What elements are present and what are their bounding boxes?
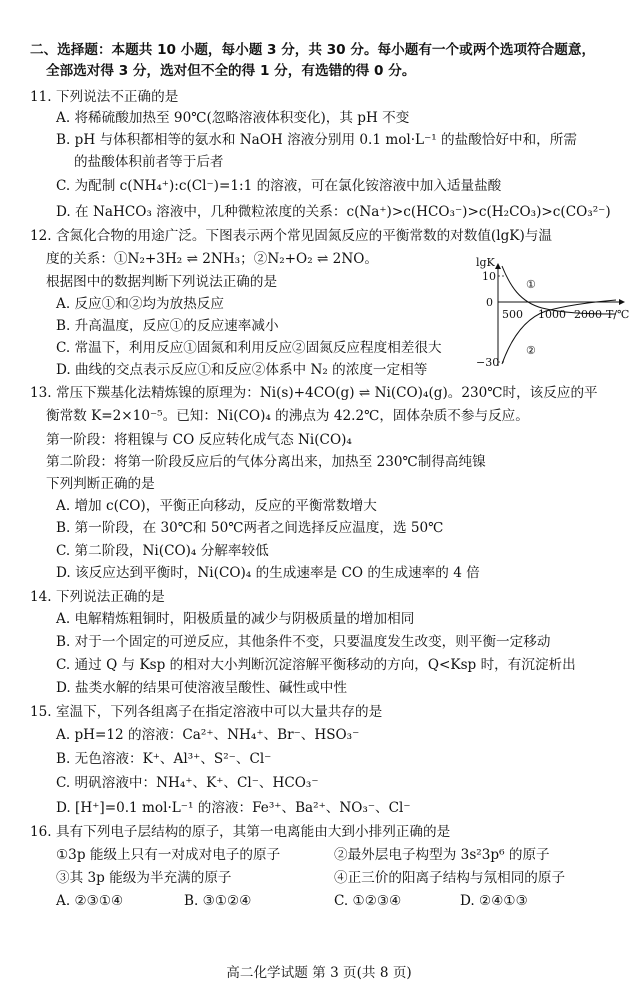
q16-statement-2: ②最外层电子构型为 3s²3p⁶ 的原子 (334, 847, 550, 863)
page-footer: 高二化学试题 第 3 页(共 8 页) (226, 965, 412, 981)
q12-stem-line-1: 12. 含氮化合物的用途广泛。下图表示两个常见固氮反应的平衡常数的对数值(lgK)与温 (30, 228, 552, 244)
q13-stem-line-2: 衡常数 K=2×10⁻⁵。已知：Ni(CO)₄ 的沸点为 42.2℃，固体杂质不参与反应。 (46, 408, 529, 424)
q15-option-c: C. 明矾溶液中：NH₄⁺、K⁺、Cl⁻、HCO₃⁻ (56, 775, 319, 791)
q14-option-d: D. 盐类水解的结果可使溶液呈酸性、碱性或中性 (56, 680, 347, 696)
q12-option-c: C. 常温下，利用反应①固氮和利用反应②固氮反应程度相差很大 (56, 340, 442, 356)
q13-option-c: C. 第二阶段，Ni(CO)₄ 分解率较低 (56, 543, 269, 559)
q12-option-a: A. 反应①和②均为放热反应 (56, 296, 224, 312)
q13-stem-line-1: 13. 常压下羰基化法精炼镍的原理为：Ni(s)+4CO(g) ⇌ Ni(CO)₄(g)。230℃时，该反应的平 (30, 385, 598, 401)
q13-stage-1: 第一阶段：将粗镍与 CO 反应转化成气态 Ni(CO)₄ (46, 432, 352, 448)
q16-option-c: C. ①②③④ (334, 893, 402, 909)
q13-option-b: B. 第一阶段，在 30℃和 50℃两者之间选择反应温度，选 50℃ (56, 520, 444, 536)
q13-stem-line-3: 下列判断正确的是 (46, 476, 155, 492)
curve-reaction-1 (502, 266, 616, 314)
q16-statement-4: ④正三价的阳离子结构与氖相同的原子 (334, 870, 566, 886)
q12-option-d: D. 曲线的交点表示反应①和反应②体系中 N₂ 的浓度一定相等 (56, 362, 428, 378)
graph-x-tick-500: 500 (502, 308, 523, 321)
graph-y-top: 10 (482, 270, 496, 283)
q14-option-a: A. 电解精炼粗铜时，阳极质量的减少与阴极质量的增加相同 (56, 611, 415, 627)
q11-option-c: C. 为配制 c(NH₄⁺):c(Cl⁻)=1:1 的溶液，可在氯化铵溶液中加入适量盐酸 (56, 178, 502, 194)
lgk-temperature-graph (476, 256, 634, 370)
q16-statement-1: ①3p 能级上只有一对成对电子的原子 (56, 847, 281, 863)
q11-stem: 11. 下列说法不正确的是 (30, 89, 179, 105)
q12-stem-line-3: 根据图中的数据判断下列说法正确的是 (46, 274, 278, 290)
q15-option-b: B. 无色溶液：K⁺、Al³⁺、S²⁻、Cl⁻ (56, 751, 272, 767)
q12-stem-line-2: 度的关系：①N₂+3H₂ ⇌ 2NH₃；②N₂+O₂ ⇌ 2NO。 (46, 251, 378, 267)
q16-option-a: A. ②③①④ (56, 893, 124, 909)
q16-option-b: B. ③①②④ (184, 893, 252, 909)
graph-curve-2-label: ② (526, 344, 536, 357)
q11-option-b-line-1: B. pH 与体积都相等的氨水和 NaOH 溶液分别用 0.1 mol·L⁻¹ 的盐酸恰好中和，所需 (56, 132, 577, 148)
graph-curve-1-label: ① (526, 278, 536, 291)
q14-option-c: C. 通过 Q 与 Ksp 的相对大小判断沉淀溶解平衡移动的方向，Q<Ksp 时，有沉淀析出 (56, 657, 576, 673)
q16-stem: 16. 具有下列电子层结构的原子，其第一电离能由大到小排列正确的是 (30, 824, 451, 840)
graph-x-tick-2000: 2000 (574, 308, 602, 321)
q13-option-d: D. 该反应达到平衡时，Ni(CO)₄ 的生成速率是 CO 的生成速率的 4 倍 (56, 565, 480, 581)
q16-option-d: D. ②④①③ (460, 893, 528, 909)
graph-xlabel: T/℃ (606, 308, 630, 321)
q12-option-b: B. 升高温度，反应①的反应速率减小 (56, 318, 279, 334)
section-header-line-2: 全部选对得 3 分，选对但不全的得 1 分，有选错的得 0 分。 (46, 63, 416, 79)
graph-y-zero: 0 (486, 296, 493, 309)
q11-option-d: D. 在 NaHCO₃ 溶液中，几种微粒浓度的关系：c(Na⁺)>c(HCO₃⁻)>c(H₂CO₃)>c(CO₃²⁻) (56, 204, 611, 220)
q15-stem: 15. 室温下，下列各组离子在指定溶液中可以大量共存的是 (30, 704, 383, 720)
section-header-line-1: 二、选择题：本题共 10 小题，每小题 3 分，共 30 分。每小题有一个或两个选项符合题意， (30, 42, 596, 58)
q15-option-d: D. [H⁺]=0.1 mol·L⁻¹ 的溶液：Fe³⁺、Ba²⁺、NO₃⁻、Cl⁻ (56, 800, 411, 816)
graph-ylabel: lgK (476, 256, 495, 269)
q11-option-b-line-2: 的盐酸体积前者等于后者 (74, 154, 224, 170)
graph-x-tick-1000: 1000 (538, 308, 566, 321)
q11-option-a: A. 将稀硫酸加热至 90℃(忽略溶液体积变化)，其 pH 不变 (56, 110, 410, 126)
q16-statement-3: ③其 3p 能级为半充满的原子 (56, 870, 232, 886)
q14-stem: 14. 下列说法正确的是 (30, 589, 165, 605)
q13-option-a: A. 增加 c(CO)，平衡正向移动，反应的平衡常数增大 (56, 498, 377, 514)
q14-option-b: B. 对于一个固定的可逆反应，其他条件不变，只要温度发生改变，则平衡一定移动 (56, 634, 551, 650)
q15-option-a: A. pH=12 的溶液：Ca²⁺、NH₄⁺、Br⁻、HSO₃⁻ (56, 727, 360, 743)
q13-stage-2: 第二阶段：将第一阶段反应后的气体分离出来，加热至 230℃制得高纯镍 (46, 454, 486, 470)
graph-y-bottom: −30 (476, 356, 500, 369)
